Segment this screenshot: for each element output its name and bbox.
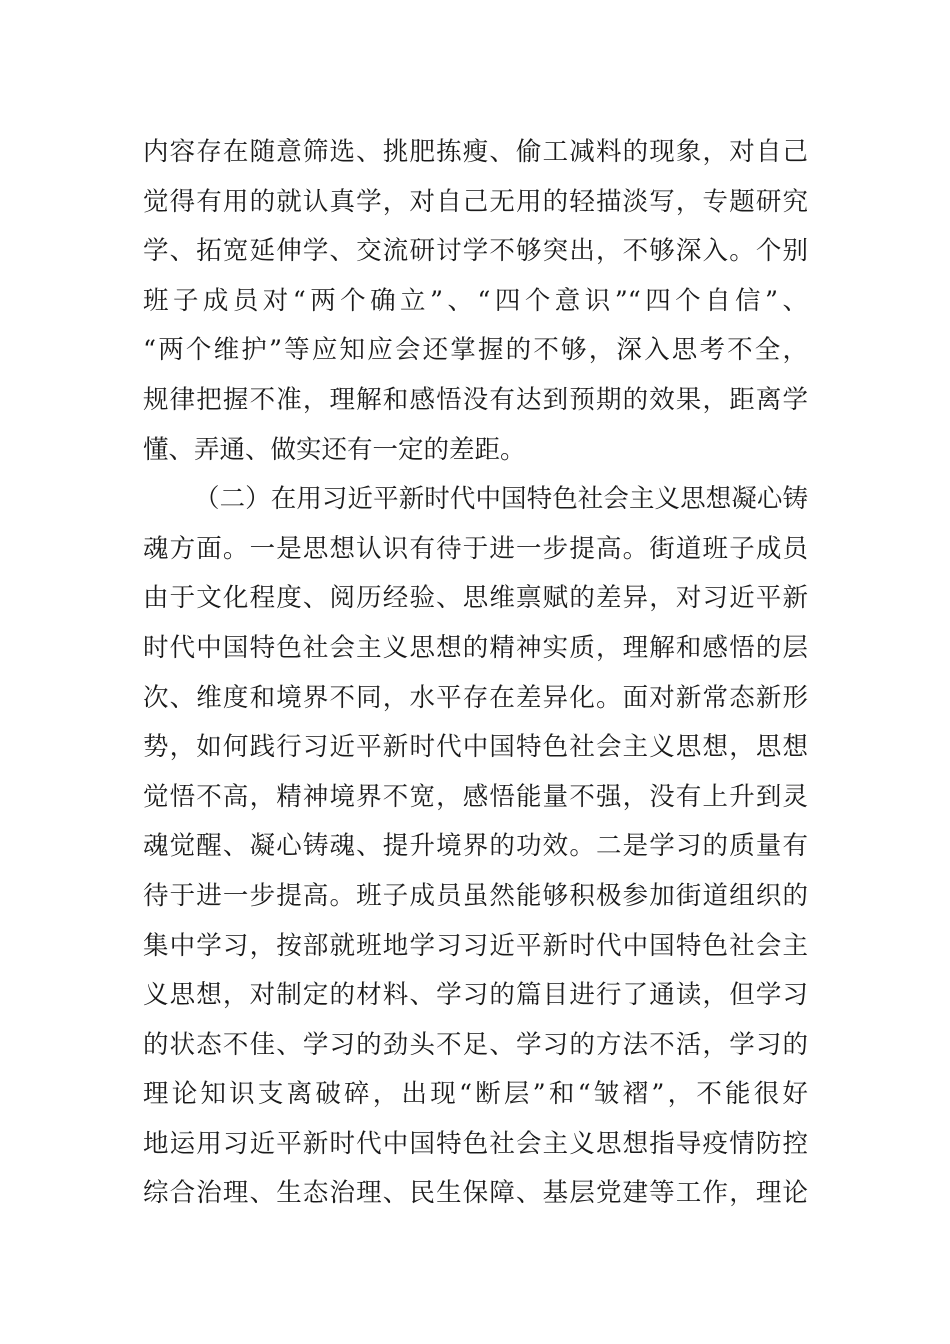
- text-line: 的状态不佳、学习的劲头不足、学习的方法不活，学习的: [143, 1029, 808, 1060]
- text-line: 懂、弄通、做实还有一定的差距。: [143, 434, 526, 465]
- text-line: 综合治理、生态治理、民生保障、基层党建等工作，理论: [143, 1178, 808, 1209]
- text-line: 班子成员对“两个确立”、“四个意识”“四个自信”、: [143, 285, 808, 316]
- text-line: 地运用习近平新时代中国特色社会主义思想指导疫情防控: [143, 1128, 808, 1159]
- text-line: 学、拓宽延伸学、交流研讨学不够突出，不够深入。个别: [143, 236, 808, 267]
- text-line: 待于进一步提高。班子成员虽然能够积极参加街道组织的: [143, 880, 808, 911]
- text-line: 魂方面。一是思想认识有待于进一步提高。街道班子成员: [143, 533, 808, 564]
- text-line: 义思想，对制定的材料、学习的篇目进行了通读，但学习: [143, 980, 808, 1011]
- text-line: 时代中国特色社会主义思想的精神实质，理解和感悟的层: [143, 632, 808, 663]
- text-line: 势，如何践行习近平新时代中国特色社会主义思想，思想: [143, 732, 808, 763]
- paragraph-2: [143, 475, 808, 1219]
- document-body: [143, 128, 808, 1219]
- paragraph-1: [143, 128, 808, 475]
- text-line: 规律把握不准，理解和感悟没有达到预期的效果，距离学: [143, 384, 808, 415]
- text-line: 集中学习，按部就班地学习习近平新时代中国特色社会主: [143, 930, 808, 961]
- text-line: 由于文化程度、阅历经验、思维禀赋的差异，对习近平新: [143, 583, 808, 614]
- text-line: 次、维度和境界不同，水平存在差异化。面对新常态新形: [143, 682, 808, 713]
- text-line: （二）在用习近平新时代中国特色社会主义思想凝心铸: [194, 484, 808, 515]
- text-line: 理论知识支离破碎，出现“断层”和“皱褶”，不能很好: [143, 1079, 808, 1110]
- text-line: 内容存在随意筛选、挑肥拣瘦、偷工减料的现象，对自己: [143, 137, 808, 167]
- text-line: 觉得有用的就认真学，对自己无用的轻描淡写，专题研究: [143, 186, 808, 217]
- text-line: 魂觉醒、凝心铸魂、提升境界的功效。二是学习的质量有: [143, 831, 808, 862]
- text-line: 觉悟不高，精神境界不宽，感悟能量不强，没有上升到灵: [143, 781, 808, 812]
- text-line: “两个维护”等应知应会还掌握的不够，深入思考不全，: [143, 335, 808, 366]
